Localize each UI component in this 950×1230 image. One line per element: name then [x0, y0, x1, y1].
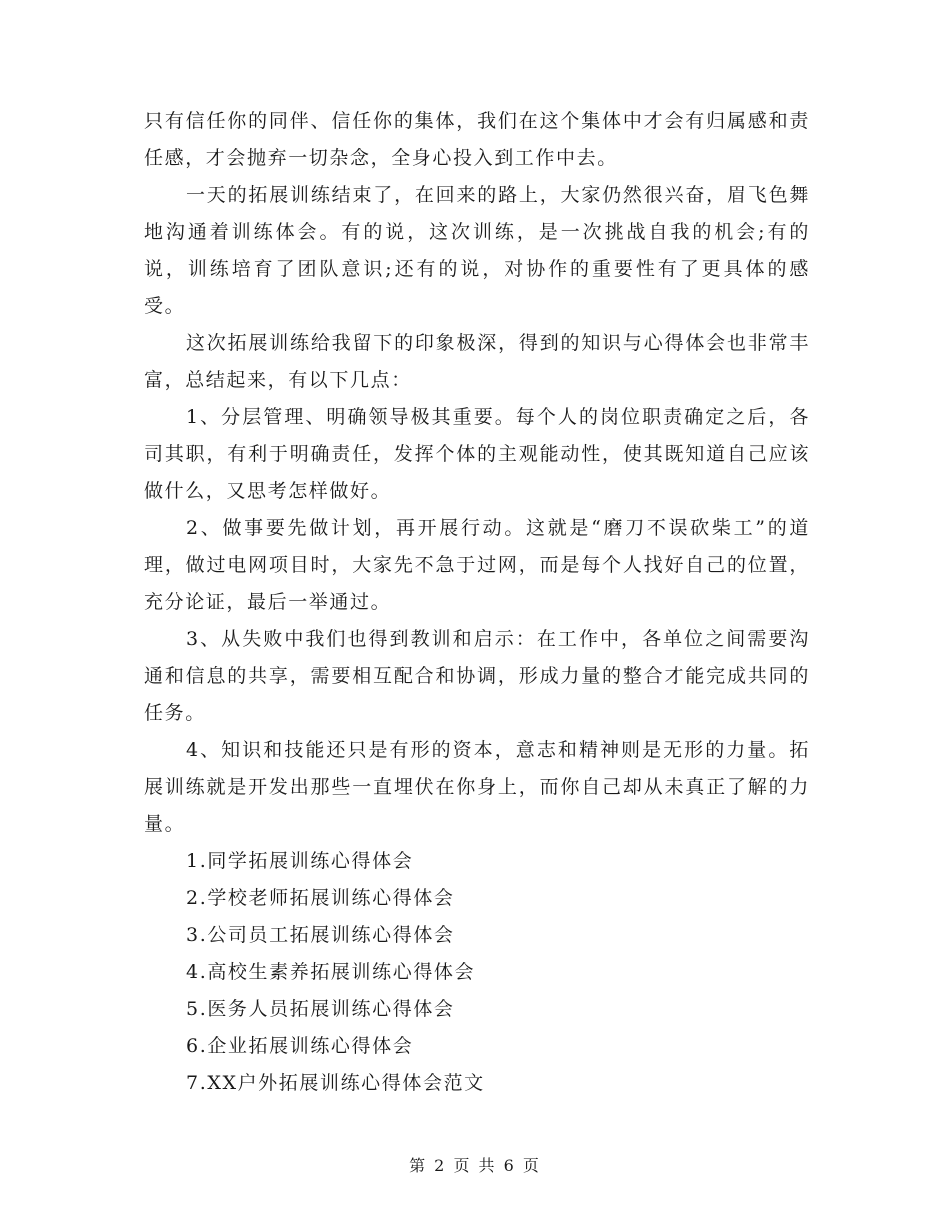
related-link-item[interactable]: 4.高校生素养拓展训练心得体会 [186, 961, 476, 983]
paragraph-point-4: 4、知识和技能还只是有形的资本，意志和精神则是无形的力量。拓展训练就是开发出那些一直埋伏在你身上，而你自己却从未真正了解的力量。 [144, 739, 810, 835]
paragraph-continuation: 只有信任你的同伴、信任你的集体，我们在这个集体中才会有归属感和责任感，才会抛弃一切杂念，全身心投入到工作中去。 [144, 110, 810, 169]
paragraph-point-3: 3、从失败中我们也得到教训和启示：在工作中，各单位之间需要沟通和信息的共享，需要相互配合和协调，形成力量的整合才能完成共同的任务。 [144, 628, 810, 724]
paragraph-point-2: 2、做事要先做计划，再开展行动。这就是“磨刀不误砍柴工”的道理，做过电网项目时，大家先不急于过网，而是每个人找好自己的位置，充分论证，最后一举通过。 [144, 517, 810, 613]
paragraph-training-end: 一天的拓展训练结束了，在回来的路上，大家仍然很兴奋，眉飞色舞地沟通着训练体会。有的说，这次训练，是一次挑战自我的机会;有的说，训练培育了团队意识;还有的说，对协作的重要性有了更具体的感受。 [144, 184, 810, 317]
related-link-item[interactable]: 6.企业拓展训练心得体会 [186, 1035, 414, 1057]
related-link-item[interactable]: 7.XX户外拓展训练心得体会范文 [186, 1072, 485, 1094]
related-link-item[interactable]: 1.同学拓展训练心得体会 [186, 850, 414, 872]
paragraph-point-1: 1、分层管理、明确领导极其重要。每个人的岗位职责确定之后，各司其职，有利于明确责任，发挥个体的主观能动性，使其既知道自己应该做什么，又思考怎样做好。 [144, 406, 810, 502]
paragraph-summary-intro: 这次拓展训练给我留下的印象极深，得到的知识与心得体会也非常丰富，总结起来，有以下几点： [144, 332, 810, 391]
document-body [144, 103, 810, 1102]
related-link-item[interactable]: 3.公司员工拓展训练心得体会 [186, 924, 455, 946]
page-number-footer: 第 2 页 共 6 页 [409, 1156, 541, 1175]
related-link-item[interactable]: 2.学校老师拓展训练心得体会 [186, 887, 455, 909]
related-link-item[interactable]: 5.医务人员拓展训练心得体会 [186, 998, 455, 1020]
related-links-list [144, 843, 810, 1102]
